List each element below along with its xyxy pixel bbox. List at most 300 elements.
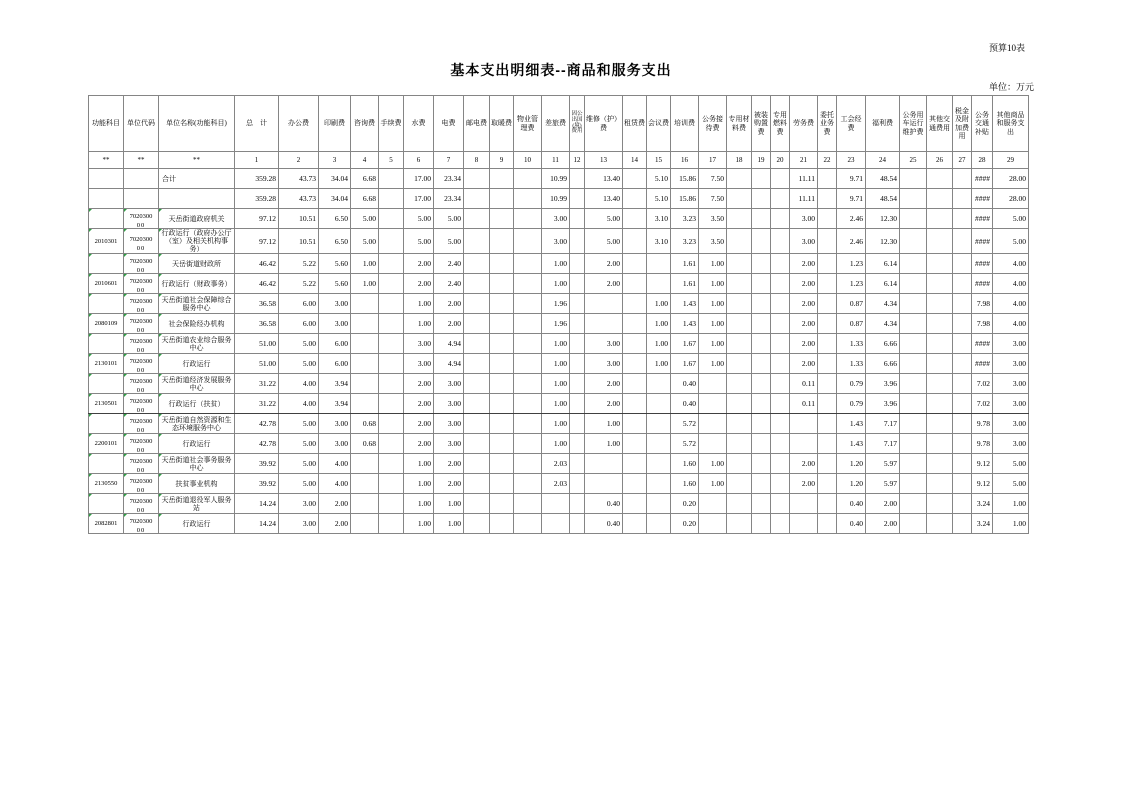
value-cell-col27 <box>953 494 972 514</box>
value-cell-col25 <box>900 314 927 334</box>
unit-name-cell: 天岳街道社会事务服务中心 <box>159 454 235 474</box>
value-cell-col23: 1.33 <box>837 334 866 354</box>
value-cell-col23: 1.20 <box>837 454 866 474</box>
value-cell-col28: #### <box>972 354 993 374</box>
value-cell-col24: 12.30 <box>866 229 900 254</box>
value-cell-col5 <box>379 254 404 274</box>
value-cell-col6: 2.00 <box>404 414 434 434</box>
col-header-2: 单位名称(功能科目) <box>159 96 235 152</box>
value-cell-col11: 1.00 <box>542 414 570 434</box>
value-cell-col19 <box>752 414 771 434</box>
value-cell-col1: 14.24 <box>235 494 279 514</box>
col-header-8: 水费 <box>404 96 434 152</box>
value-cell-col1: 36.58 <box>235 314 279 334</box>
value-cell-col29: 1.00 <box>993 514 1029 534</box>
value-cell-col1: 36.58 <box>235 294 279 314</box>
value-cell-col18 <box>727 294 752 314</box>
value-cell-col16: 0.20 <box>671 514 699 534</box>
value-cell-col28: #### <box>972 229 993 254</box>
value-cell-col24: 4.34 <box>866 314 900 334</box>
value-cell-col22 <box>818 474 837 494</box>
value-cell-col2: 3.00 <box>279 514 319 534</box>
value-cell-col26 <box>927 414 953 434</box>
function-code-cell <box>89 169 124 189</box>
table-row <box>89 294 1029 314</box>
value-cell-col16: 1.61 <box>671 254 699 274</box>
value-cell-col21: 11.11 <box>790 189 818 209</box>
col-index-16: 14 <box>623 152 647 169</box>
value-cell-col19 <box>752 334 771 354</box>
value-cell-col9 <box>490 454 514 474</box>
value-cell-col16: 1.43 <box>671 294 699 314</box>
value-cell-col26 <box>927 434 953 454</box>
value-cell-col19 <box>752 454 771 474</box>
value-cell-col9 <box>490 334 514 354</box>
value-cell-col25 <box>900 294 927 314</box>
unit-code-overflow: 00 <box>136 387 146 392</box>
value-cell-col17 <box>699 434 727 454</box>
value-cell-col5 <box>379 354 404 374</box>
value-cell-col6: 2.00 <box>404 254 434 274</box>
table-row <box>89 254 1029 274</box>
col-header-6: 咨询费 <box>351 96 379 152</box>
value-cell-col10 <box>514 494 542 514</box>
value-cell-col6: 5.00 <box>404 209 434 229</box>
unit-name-cell: 天岳街道财政所 <box>159 254 235 274</box>
value-cell-col1: 42.78 <box>235 434 279 454</box>
value-cell-col21 <box>790 414 818 434</box>
value-cell-col15: 3.10 <box>647 209 671 229</box>
value-cell-col22 <box>818 354 837 374</box>
value-cell-col5 <box>379 374 404 394</box>
value-cell-col28: 9.12 <box>972 454 993 474</box>
value-cell-col18 <box>727 474 752 494</box>
value-cell-col9 <box>490 169 514 189</box>
value-cell-col3: 4.00 <box>319 454 351 474</box>
col-index-9: 7 <box>434 152 464 169</box>
unit-code: 7020300 <box>129 358 153 365</box>
value-cell-col21 <box>790 514 818 534</box>
value-cell-col8 <box>464 254 490 274</box>
value-cell-col7: 2.00 <box>434 294 464 314</box>
value-cell-col1: 97.12 <box>235 209 279 229</box>
value-cell-col27 <box>953 474 972 494</box>
value-cell-col23: 1.20 <box>837 474 866 494</box>
value-cell-col4 <box>351 314 379 334</box>
value-cell-col9 <box>490 414 514 434</box>
unit-code: 7020300 <box>129 213 153 220</box>
col-index-31: 29 <box>993 152 1029 169</box>
value-cell-col6: 2.00 <box>404 374 434 394</box>
value-cell-col2: 6.00 <box>279 294 319 314</box>
value-cell-col11: 1.00 <box>542 334 570 354</box>
unit-name-cell: 天岳街道社会保障综合服务中心 <box>159 294 235 314</box>
value-cell-col28: 7.02 <box>972 374 993 394</box>
value-cell-col22 <box>818 294 837 314</box>
value-cell-col12 <box>570 254 585 274</box>
value-cell-col4: 0.68 <box>351 434 379 454</box>
value-cell-col2: 5.00 <box>279 354 319 374</box>
unit-code: 7020300 <box>129 418 153 425</box>
value-cell-col4 <box>351 474 379 494</box>
value-cell-col22 <box>818 374 837 394</box>
value-cell-col10 <box>514 394 542 414</box>
value-cell-col6: 17.00 <box>404 169 434 189</box>
value-cell-col26 <box>927 494 953 514</box>
col-index-29: 27 <box>953 152 972 169</box>
value-cell-col6: 2.00 <box>404 394 434 414</box>
value-cell-col15 <box>647 434 671 454</box>
value-cell-col14 <box>623 414 647 434</box>
value-cell-col17 <box>699 514 727 534</box>
value-cell-col15 <box>647 394 671 414</box>
value-cell-col23: 9.71 <box>837 189 866 209</box>
value-cell-col3: 5.60 <box>319 274 351 294</box>
value-cell-col15 <box>647 514 671 534</box>
value-cell-col24: 5.97 <box>866 454 900 474</box>
value-cell-col29: 4.00 <box>993 314 1029 334</box>
unit-code: 7020300 <box>129 338 153 345</box>
value-cell-col29: 3.00 <box>993 394 1029 414</box>
col-header-19: 公务接待费 <box>699 96 727 152</box>
col-header-27: 公务用车运行维护费 <box>900 96 927 152</box>
value-cell-col23: 0.40 <box>837 514 866 534</box>
value-cell-col2: 4.00 <box>279 394 319 414</box>
value-cell-col27 <box>953 254 972 274</box>
value-cell-col27 <box>953 169 972 189</box>
value-cell-col20 <box>771 414 790 434</box>
value-cell-col24: 6.66 <box>866 354 900 374</box>
value-cell-col6: 2.00 <box>404 434 434 454</box>
value-cell-col1: 359.28 <box>235 169 279 189</box>
value-cell-col9 <box>490 209 514 229</box>
value-cell-col24: 6.66 <box>866 334 900 354</box>
value-cell-col14 <box>623 274 647 294</box>
value-cell-col21: 2.00 <box>790 254 818 274</box>
value-cell-col8 <box>464 414 490 434</box>
value-cell-col13: 5.00 <box>585 229 623 254</box>
value-cell-col23: 0.87 <box>837 314 866 334</box>
value-cell-col9 <box>490 374 514 394</box>
value-cell-col9 <box>490 354 514 374</box>
value-cell-col25 <box>900 189 927 209</box>
value-cell-col14 <box>623 374 647 394</box>
table-row <box>89 274 1029 294</box>
value-cell-col7: 2.00 <box>434 454 464 474</box>
value-cell-col24: 12.30 <box>866 209 900 229</box>
value-cell-col20 <box>771 474 790 494</box>
value-cell-col4 <box>351 494 379 514</box>
value-cell-col12 <box>570 274 585 294</box>
value-cell-col23: 2.46 <box>837 209 866 229</box>
col-index-18: 16 <box>671 152 699 169</box>
unit-code-cell <box>124 229 159 254</box>
value-cell-col22 <box>818 274 837 294</box>
value-cell-col23: 2.46 <box>837 229 866 254</box>
value-cell-col6: 3.00 <box>404 334 434 354</box>
value-cell-col22 <box>818 494 837 514</box>
col-header-16: 租赁费 <box>623 96 647 152</box>
col-index-12: 10 <box>514 152 542 169</box>
table-row <box>89 374 1029 394</box>
value-cell-col23: 1.23 <box>837 274 866 294</box>
value-cell-col6: 5.00 <box>404 229 434 254</box>
function-code-cell <box>89 254 124 274</box>
unit-code-overflow: 00 <box>136 467 146 472</box>
value-cell-col24: 2.00 <box>866 514 900 534</box>
value-cell-col28: #### <box>972 209 993 229</box>
value-cell-col4 <box>351 454 379 474</box>
value-cell-col10 <box>514 229 542 254</box>
value-cell-col1: 46.42 <box>235 254 279 274</box>
unit-code: 7020300 <box>129 458 153 465</box>
value-cell-col25 <box>900 454 927 474</box>
value-cell-col15 <box>647 254 671 274</box>
value-cell-col14 <box>623 434 647 454</box>
value-cell-col26 <box>927 314 953 334</box>
table-row <box>89 209 1029 229</box>
col-index-17: 15 <box>647 152 671 169</box>
value-cell-col25 <box>900 494 927 514</box>
value-cell-col2: 5.00 <box>279 434 319 454</box>
value-cell-col18 <box>727 414 752 434</box>
value-cell-col14 <box>623 494 647 514</box>
table-row <box>89 474 1029 494</box>
value-cell-col27 <box>953 334 972 354</box>
value-cell-col19 <box>752 294 771 314</box>
value-cell-col14 <box>623 254 647 274</box>
value-cell-col3: 3.94 <box>319 374 351 394</box>
unit-code-cell <box>124 169 159 189</box>
value-cell-col21: 2.00 <box>790 274 818 294</box>
value-cell-col20 <box>771 434 790 454</box>
value-cell-col9 <box>490 314 514 334</box>
value-cell-col20 <box>771 514 790 534</box>
value-cell-col2: 6.00 <box>279 314 319 334</box>
value-cell-col2: 3.00 <box>279 494 319 514</box>
value-cell-col15 <box>647 374 671 394</box>
col-header-21: 被装购置费 <box>752 96 771 152</box>
value-cell-col7: 3.00 <box>434 374 464 394</box>
unit-code-cell <box>124 434 159 454</box>
value-cell-col7: 3.00 <box>434 414 464 434</box>
value-cell-col14 <box>623 394 647 414</box>
value-cell-col29: 28.00 <box>993 169 1029 189</box>
col-header-18: 培训费 <box>671 96 699 152</box>
col-header-1: 单位代码 <box>124 96 159 152</box>
value-cell-col11: 2.03 <box>542 454 570 474</box>
unit-code-overflow: 00 <box>136 267 146 272</box>
value-cell-col14 <box>623 209 647 229</box>
value-cell-col28: #### <box>972 274 993 294</box>
value-cell-col25 <box>900 394 927 414</box>
value-cell-col23: 0.87 <box>837 294 866 314</box>
value-cell-col27 <box>953 294 972 314</box>
value-cell-col9 <box>490 189 514 209</box>
value-cell-col22 <box>818 314 837 334</box>
unit-name-cell: 社会保险经办机构 <box>159 314 235 334</box>
value-cell-col1: 42.78 <box>235 414 279 434</box>
value-cell-col16: 0.20 <box>671 494 699 514</box>
value-cell-col5 <box>379 494 404 514</box>
col-index-27: 25 <box>900 152 927 169</box>
value-cell-col25 <box>900 374 927 394</box>
value-cell-col16: 3.23 <box>671 229 699 254</box>
value-cell-col12 <box>570 394 585 414</box>
value-cell-col14 <box>623 189 647 209</box>
col-header-22: 专用燃料费 <box>771 96 790 152</box>
value-cell-col4: 5.00 <box>351 229 379 254</box>
value-cell-col17 <box>699 374 727 394</box>
value-cell-col13: 1.00 <box>585 414 623 434</box>
table-row <box>89 394 1029 414</box>
col-header-0: 功能科目 <box>89 96 124 152</box>
value-cell-col2: 10.51 <box>279 229 319 254</box>
value-cell-col20 <box>771 209 790 229</box>
value-cell-col28: 9.12 <box>972 474 993 494</box>
unit-name-cell: 行政运行 <box>159 354 235 374</box>
value-cell-col26 <box>927 294 953 314</box>
unit-code-cell <box>124 294 159 314</box>
value-cell-col5 <box>379 169 404 189</box>
unit-code-overflow: 00 <box>136 307 146 312</box>
value-cell-col18 <box>727 354 752 374</box>
value-cell-col26 <box>927 209 953 229</box>
value-cell-col10 <box>514 334 542 354</box>
value-cell-col27 <box>953 274 972 294</box>
unit-name-cell: 行政运行（财政事务） <box>159 274 235 294</box>
value-cell-col29: 5.00 <box>993 454 1029 474</box>
value-cell-col28: 7.02 <box>972 394 993 414</box>
value-cell-col14 <box>623 229 647 254</box>
value-cell-col16: 15.86 <box>671 169 699 189</box>
value-cell-col21: 0.11 <box>790 374 818 394</box>
value-cell-col22 <box>818 454 837 474</box>
value-cell-col12 <box>570 434 585 454</box>
value-cell-col26 <box>927 374 953 394</box>
value-cell-col19 <box>752 189 771 209</box>
col-header-15: 维修（护）费 <box>585 96 623 152</box>
unit-name-cell: 天岳街道自然资源和生态环境服务中心 <box>159 414 235 434</box>
value-cell-col27 <box>953 414 972 434</box>
value-cell-col22 <box>818 514 837 534</box>
value-cell-col17 <box>699 494 727 514</box>
function-code-cell: 2130101 <box>89 354 124 374</box>
col-index-22: 20 <box>771 152 790 169</box>
col-header-12: 物业管理费 <box>514 96 542 152</box>
value-cell-col15: 1.00 <box>647 334 671 354</box>
col-index-24: 22 <box>818 152 837 169</box>
col-header-29: 税金及附加费用 <box>953 96 972 152</box>
value-cell-col2: 5.00 <box>279 474 319 494</box>
value-cell-col11: 3.00 <box>542 229 570 254</box>
value-cell-col8 <box>464 169 490 189</box>
value-cell-col27 <box>953 314 972 334</box>
value-cell-col8 <box>464 314 490 334</box>
value-cell-col19 <box>752 314 771 334</box>
value-cell-col15: 1.00 <box>647 314 671 334</box>
value-cell-col19 <box>752 434 771 454</box>
value-cell-col8 <box>464 514 490 534</box>
value-cell-col21: 2.00 <box>790 454 818 474</box>
value-cell-col16: 0.40 <box>671 394 699 414</box>
value-cell-col4 <box>351 334 379 354</box>
value-cell-col25 <box>900 274 927 294</box>
value-cell-col16: 1.61 <box>671 274 699 294</box>
value-cell-col10 <box>514 209 542 229</box>
value-cell-col3: 6.50 <box>319 209 351 229</box>
unit-name-cell: 扶贫事业机构 <box>159 474 235 494</box>
value-cell-col14 <box>623 314 647 334</box>
value-cell-col23: 1.23 <box>837 254 866 274</box>
value-cell-col10 <box>514 414 542 434</box>
value-cell-col7: 1.00 <box>434 514 464 534</box>
value-cell-col28: 9.78 <box>972 414 993 434</box>
value-cell-col18 <box>727 454 752 474</box>
value-cell-col18 <box>727 514 752 534</box>
value-cell-col15 <box>647 474 671 494</box>
value-cell-col8 <box>464 334 490 354</box>
value-cell-col4: 6.68 <box>351 189 379 209</box>
value-cell-col23: 0.79 <box>837 394 866 414</box>
value-cell-col22 <box>818 209 837 229</box>
value-cell-col5 <box>379 454 404 474</box>
value-cell-col24: 4.34 <box>866 294 900 314</box>
value-cell-col23: 1.43 <box>837 434 866 454</box>
col-index-2: ** <box>159 152 235 169</box>
unit-name-cell: 天岳街道农业综合服务中心 <box>159 334 235 354</box>
value-cell-col26 <box>927 254 953 274</box>
value-cell-col4: 0.68 <box>351 414 379 434</box>
col-index-28: 26 <box>927 152 953 169</box>
value-cell-col8 <box>464 294 490 314</box>
value-cell-col18 <box>727 434 752 454</box>
value-cell-col17: 1.00 <box>699 454 727 474</box>
unit-code-cell <box>124 254 159 274</box>
value-cell-col19 <box>752 394 771 414</box>
value-cell-col2: 5.00 <box>279 454 319 474</box>
value-cell-col15 <box>647 494 671 514</box>
value-cell-col23: 9.71 <box>837 169 866 189</box>
value-cell-col13: 3.00 <box>585 334 623 354</box>
value-cell-col20 <box>771 494 790 514</box>
value-cell-col3: 34.04 <box>319 189 351 209</box>
unit-code-overflow: 00 <box>136 222 146 227</box>
value-cell-col29: 4.00 <box>993 274 1029 294</box>
value-cell-col28: 9.78 <box>972 434 993 454</box>
col-header-14: 因公出国(境)费用 <box>570 96 585 152</box>
function-code-cell: 2010301 <box>89 229 124 254</box>
value-cell-col3: 2.00 <box>319 494 351 514</box>
value-cell-col22 <box>818 189 837 209</box>
function-code-cell <box>89 414 124 434</box>
value-cell-col19 <box>752 514 771 534</box>
unit-name-cell: 天岳街道政府机关 <box>159 209 235 229</box>
value-cell-col15: 3.10 <box>647 229 671 254</box>
value-cell-col18 <box>727 334 752 354</box>
value-cell-col8 <box>464 434 490 454</box>
value-cell-col7: 4.94 <box>434 334 464 354</box>
unit-code-cell <box>124 454 159 474</box>
value-cell-col11: 1.00 <box>542 374 570 394</box>
value-cell-col2: 10.51 <box>279 209 319 229</box>
value-cell-col16: 15.86 <box>671 189 699 209</box>
value-cell-col5 <box>379 189 404 209</box>
value-cell-col1: 31.22 <box>235 394 279 414</box>
function-code-cell: 2130501 <box>89 394 124 414</box>
value-cell-col9 <box>490 274 514 294</box>
value-cell-col16: 1.43 <box>671 314 699 334</box>
